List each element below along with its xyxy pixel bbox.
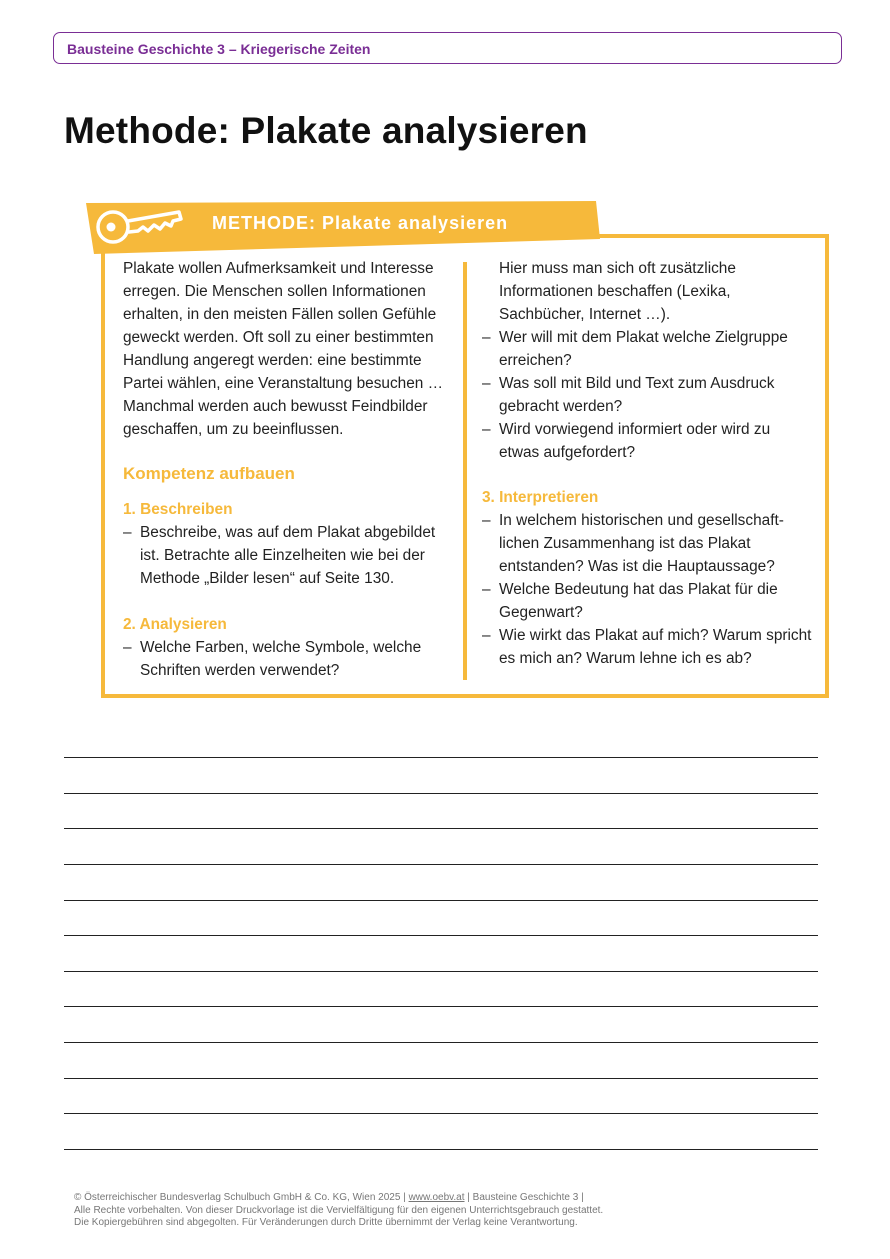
column-divider: [463, 262, 467, 680]
bullet-dash: –: [123, 524, 132, 541]
writing-line: [64, 971, 818, 972]
step3-item: [482, 578, 812, 624]
method-banner: [86, 199, 601, 254]
bullet-dash: –: [482, 627, 491, 644]
writing-line: [64, 828, 818, 829]
step1-item-text: Beschreibe, was auf dem Plakat abgebildet ist. Betrachte alle Einzelheiten wie bei der Methode „Bilder lesen“ auf Seite 130.: [140, 524, 436, 587]
footer-text: | Bausteine Geschichte 3 |: [464, 1192, 584, 1203]
footer-copyright: [74, 1192, 603, 1230]
header-title: Bausteine Geschichte 3 – Kriegerische Zeiten: [67, 41, 371, 57]
writing-line: [64, 1078, 818, 1079]
bullet-dash: –: [482, 581, 491, 598]
bullet-dash: –: [123, 639, 132, 656]
header-box: [53, 32, 842, 64]
bullet-dash: –: [482, 421, 491, 438]
writing-line: [64, 793, 818, 794]
banner-title: METHODE: Plakate analysieren: [212, 213, 509, 233]
bullet-dash: –: [482, 375, 491, 392]
step2-item-text: Welche Farben, welche Symbole, welche Schriften werden verwendet?: [140, 639, 422, 679]
writing-line: [64, 1113, 818, 1114]
step3-item-text: Wie wirkt das Plakat auf mich? Warum spricht es mich an? Warum lehne ich es ab?: [499, 627, 812, 667]
footer-line-2: Alle Rechte vorbehalten. Von dieser Druckvorlage ist die Vervielfältigung für den eigenen Unterrichtsgebrauch gestattet.: [74, 1204, 604, 1216]
step2-more-item: [482, 372, 812, 418]
step2-more-item: [482, 418, 812, 464]
writing-line: [64, 1006, 818, 1007]
footer-text: © Österreichischer Bundesverlag Schulbuch GmbH & Co. KG, Wien 2025 |: [74, 1192, 409, 1203]
method-column-right: [482, 257, 812, 670]
writing-line: [64, 1042, 818, 1043]
step3-title: 3. Interpretieren: [482, 489, 599, 506]
step2-more-item-text: Wer will mit dem Plakat welche Zielgruppe erreichen?: [499, 329, 788, 369]
intro-text: Plakate wollen Aufmerksamkeit und Interesse erregen. Die Menschen sollen Informationen erhalten, in den meisten Fällen sollen Gefühle geweckt werden. Oft soll zu einer bestimmten Handlung angeregt werden: eine bestimmte Partei wählen, eine Veranstaltung besuchen … Manchmal werden auch bewusst Feindbilder geschaffen, um zu beeinflussen.: [123, 260, 443, 438]
method-column-left: [123, 257, 453, 682]
step1-item: [123, 521, 453, 590]
writing-line: [64, 900, 818, 901]
step2-more-item: [482, 326, 812, 372]
kompetenz-heading: Kompetenz aufbauen: [123, 464, 295, 483]
step3-item: [482, 624, 812, 670]
footer-line-1: [74, 1192, 603, 1205]
step3-item-text: In welchem historischen und gesellschaftlichen Zusammenhang ist das Plakat entstanden? Was ist die Hauptaussage?: [499, 512, 784, 575]
step2-more-item-text: Wird vorwiegend informiert oder wird zu etwas aufgefordert?: [499, 421, 771, 461]
step2-continued: Hier muss man sich oft zusätzliche Informationen beschaffen (Lexika, Sachbücher, Internet …).: [499, 260, 736, 323]
step2-more-item-text: Was soll mit Bild und Text zum Ausdruck gebracht werden?: [499, 375, 775, 415]
writing-line: [64, 864, 818, 865]
page-title: Methode: Plakate analysieren: [64, 110, 588, 151]
step1-title: 1. Beschreiben: [123, 501, 233, 518]
step2-title: 2. Analysieren: [123, 616, 227, 633]
bullet-dash: –: [482, 329, 491, 346]
writing-line: [64, 1149, 818, 1150]
writing-line: [64, 935, 818, 936]
step2-item: [123, 636, 453, 682]
footer-line-3: Die Kopiergebühren sind abgegolten. Für Veränderungen durch Dritte übernimmt der Verlag keine Verantwortung.: [74, 1217, 578, 1228]
publisher-link[interactable]: www.oebv.at: [408, 1192, 465, 1203]
step3-item-text: Welche Bedeutung hat das Plakat für die Gegenwart?: [499, 581, 778, 621]
bullet-dash: –: [482, 512, 491, 529]
writing-line: [64, 757, 818, 758]
step3-item: [482, 509, 812, 578]
